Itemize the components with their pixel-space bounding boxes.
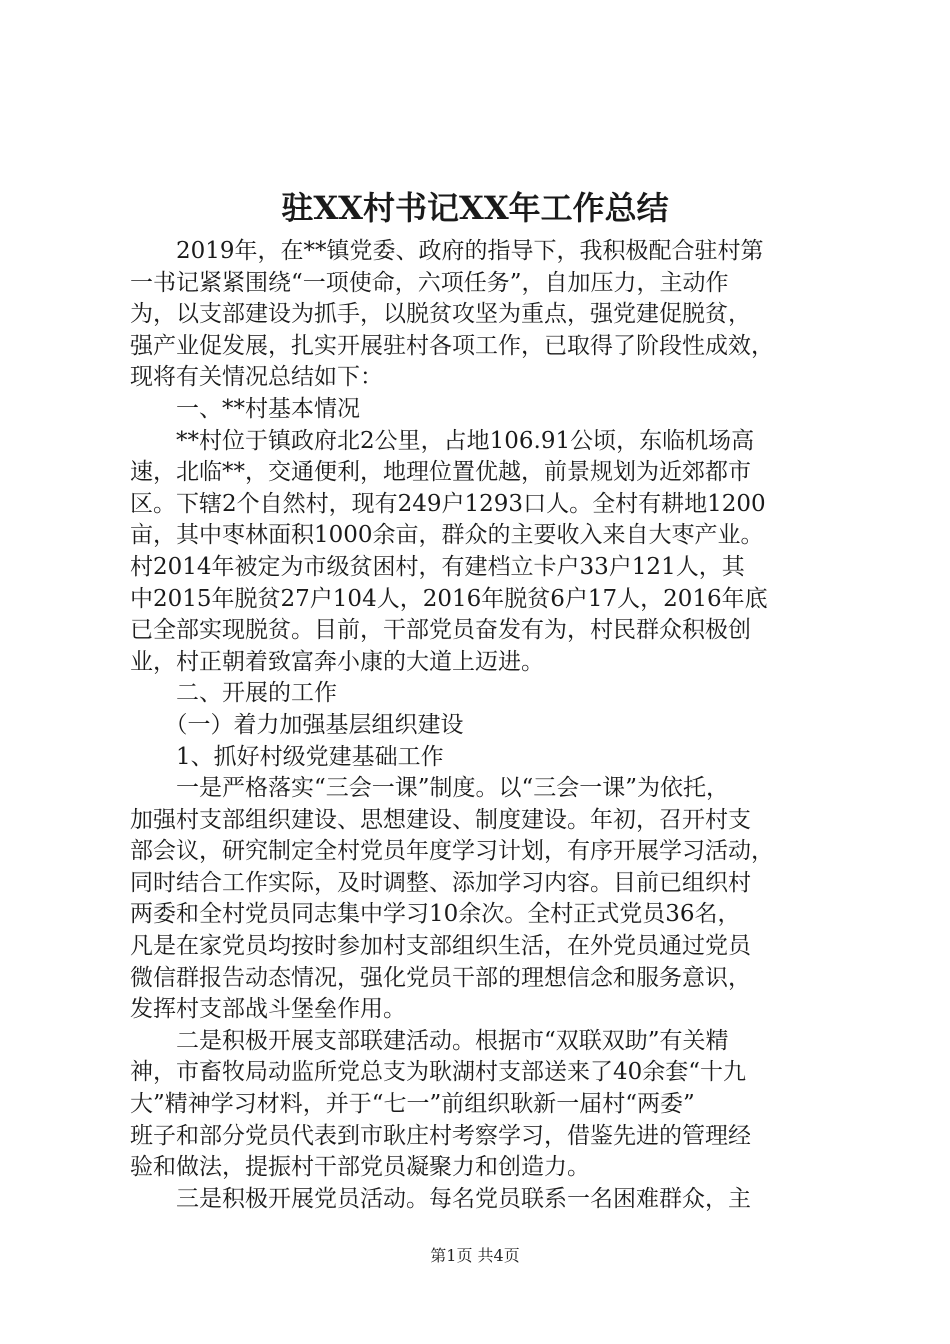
- body-text-line: 1、抓好村级党建基础工作: [130, 743, 444, 770]
- document-title: 驻XX村书记XX年工作总结: [281, 189, 669, 227]
- body-text-line: 三是积极开展党员活动。每名党员联系一名困难群众，主: [130, 1185, 751, 1212]
- document-body: [130, 236, 822, 1215]
- body-text-line: 同时结合工作实际，及时调整、添加学习内容。目前已组织村: [130, 869, 751, 896]
- body-text-line: （一）着力加强基层组织建设: [130, 711, 464, 738]
- body-text-line: 验和做法，提振村干部党员凝聚力和创造力。: [130, 1154, 590, 1181]
- body-text-line: **村位于镇政府北2公里，占地106.91公顷，东临机场高: [130, 427, 755, 454]
- body-text-line: 发挥村支部战斗堡垒作用。: [130, 996, 406, 1023]
- body-text-line: 一是严格落实“三会一课”制度。以“三会一课”为依托，: [130, 775, 730, 802]
- body-text-line: 凡是在家党员均按时参加村支部组织生活，在外党员通过党员: [130, 933, 751, 960]
- body-text-line: 二、开展的工作: [130, 680, 337, 707]
- body-text-line: 一、**村基本情况: [130, 395, 360, 422]
- body-text-line: 速，北临**，交通便利，地理位置优越，前景规划为近郊都市: [130, 459, 751, 486]
- body-text-line: 已全部实现脱贫。目前，干部党员奋发有为，村民群众积极创: [130, 617, 751, 644]
- body-text-line: 村2014年被定为市级贫困村，有建档立卡户33户121人，其: [130, 553, 745, 580]
- body-text-line: 一书记紧紧围绕“一项使命，六项任务”，自加压力，主动作: [130, 269, 729, 296]
- page-footer: 第1页 共4页: [430, 1246, 520, 1265]
- body-text-line: 业，村正朝着致富奔小康的大道上迈进。: [130, 648, 544, 675]
- body-text-line: 为，以支部建设为抓手，以脱贫攻坚为重点，强党建促脱贫，: [130, 301, 751, 328]
- body-text-line: 2019年，在**镇党委、政府的指导下，我积极配合驻村第: [130, 238, 764, 264]
- body-text-line: 两委和全村党员同志集中学习10余次。全村正式党员36名，: [130, 901, 741, 928]
- body-text-line: 加强村支部组织建设、思想建设、制度建设。年初，召开村支: [130, 806, 751, 833]
- body-text-line: 强产业促发展，扎实开展驻村各项工作，已取得了阶段性成效，: [130, 332, 774, 359]
- body-text-line: 部会议，研究制定全村党员年度学习计划，有序开展学习活动，: [130, 838, 774, 865]
- body-text-line: 二是积极开展支部联建活动。根据市“双联双助”有关精: [130, 1027, 729, 1054]
- body-text-line: 亩，其中枣林面积1000余亩，群众的主要收入来自大枣产业。: [130, 522, 764, 549]
- body-text-line: 中2015年脱贫27户104人，2016年脱贫6户17人，2016年底: [130, 585, 768, 612]
- body-text-line: 班子和部分党员代表到市耿庄村考察学习，借鉴先进的管理经: [130, 1122, 751, 1149]
- body-text-line: 微信群报告动态情况，强化党员干部的理想信念和服务意识，: [130, 964, 751, 991]
- body-text-line: 现将有关情况总结如下：: [130, 364, 383, 391]
- body-text-line: 神，市畜牧局动监所党总支为耿湖村支部送来了40余套“十九: [130, 1059, 747, 1086]
- body-text-line: 大”精神学习材料，并于“七一”前组织耿新一届村“两委”: [130, 1091, 695, 1118]
- body-text-line: 区。下辖2个自然村，现有249户1293口人。全村有耕地1200: [130, 490, 766, 517]
